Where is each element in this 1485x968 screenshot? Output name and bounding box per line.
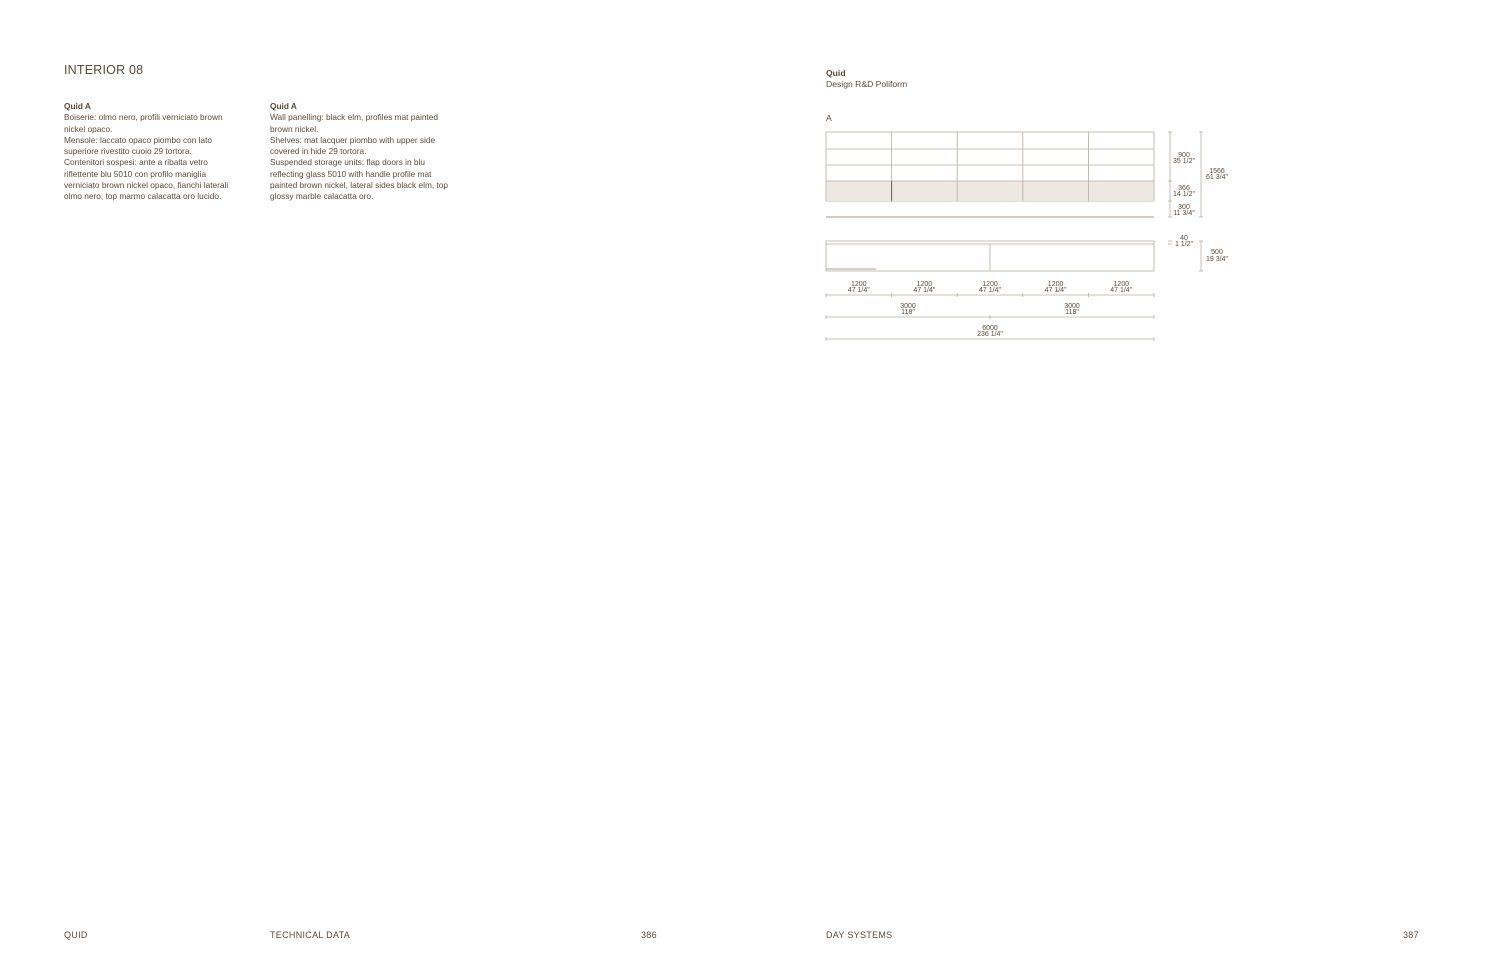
designer-credit: Design R&D Poliform [826,79,908,90]
low-height-in: 11 3/4" [1173,210,1195,217]
module-width-mm: 1200 [982,281,998,288]
module-width-mm: 1200 [1047,281,1064,288]
total-width-mm: 6000 [982,325,998,332]
mid-height-in: 14 1/2" [1173,191,1195,198]
page-number-right: 387 [1403,930,1419,940]
footer-section: TECHNICAL DATA [270,930,351,940]
unit-height-mm: 500 [1211,249,1223,256]
total-height-mm: 1566 [1209,168,1225,175]
total-width-in: 236 1/4" [977,331,1003,338]
half-width-in: 118" [901,309,915,316]
english-paragraph: Wall panelling: black elm, profiles mat painted brown nickel. [270,112,439,134]
english-paragraph: Suspended storage units: flap doors in blu reflecting glass 5010 with handle profile mat painted brown nickel, lateral sides black elm, top glossy marble calacatta oro. [270,157,449,202]
top-thickness-in: 1 1/2" [1174,241,1194,248]
italian-heading: Quid A [64,101,91,111]
figure-label: A [826,113,832,123]
page-number-left: 386 [641,930,657,940]
module-width-in: 47 1/4" [979,287,1001,294]
top-thickness-mm: 40 [1180,235,1188,242]
footer-chapter: DAY SYSTEMS [826,930,893,940]
half-width-mm: 3000 [900,303,916,310]
italian-paragraph: Boiserie: olmo nero, profili verniciato brown nickel opaco. [64,112,223,134]
half-width-mm: 3000 [1064,303,1080,310]
total-height-in: 61 3/4" [1206,174,1228,181]
unit-height-in: 19 3/4" [1206,256,1228,263]
footer-brand: QUID [64,930,88,940]
italian-paragraph: Contenitori sospesi: ante a ribalta vetro riflettente blu 5010 con profilo maniglia verniciato brown nickel opaco, fianchi laterali olmo nero, top marmo calacatta oro lucido. [64,157,229,202]
product-name: Quid [826,68,846,78]
italian-paragraph: Mensole: laccato opaco piombo con lato superiore rivestito cuoio 29 tortora. [64,134,213,157]
module-width-in: 47 1/4" [913,287,936,294]
module-width-mm: 1200 [851,281,867,288]
shelf-band [826,181,1153,201]
mid-height-mm: 366 [1178,185,1190,192]
module-width-mm: 1200 [1113,281,1129,288]
module-width-mm: 1200 [916,281,933,288]
page-title: INTERIOR 08 [64,63,144,77]
module-width-in: 47 1/4" [847,287,870,294]
english-paragraph: Shelves: mat lacquer piombo with upper side covered in hide 29 tortora. [270,134,436,157]
module-width-in: 47 1/4" [1110,287,1133,294]
low-height-mm: 300 [1178,204,1190,211]
half-width-in: 118" [1065,309,1079,316]
english-heading: Quid A [270,101,297,111]
upper-height-in: 35 1/2" [1173,158,1195,165]
module-width-in: 47 1/4" [1044,287,1067,294]
upper-height-mm: 900 [1178,152,1190,159]
